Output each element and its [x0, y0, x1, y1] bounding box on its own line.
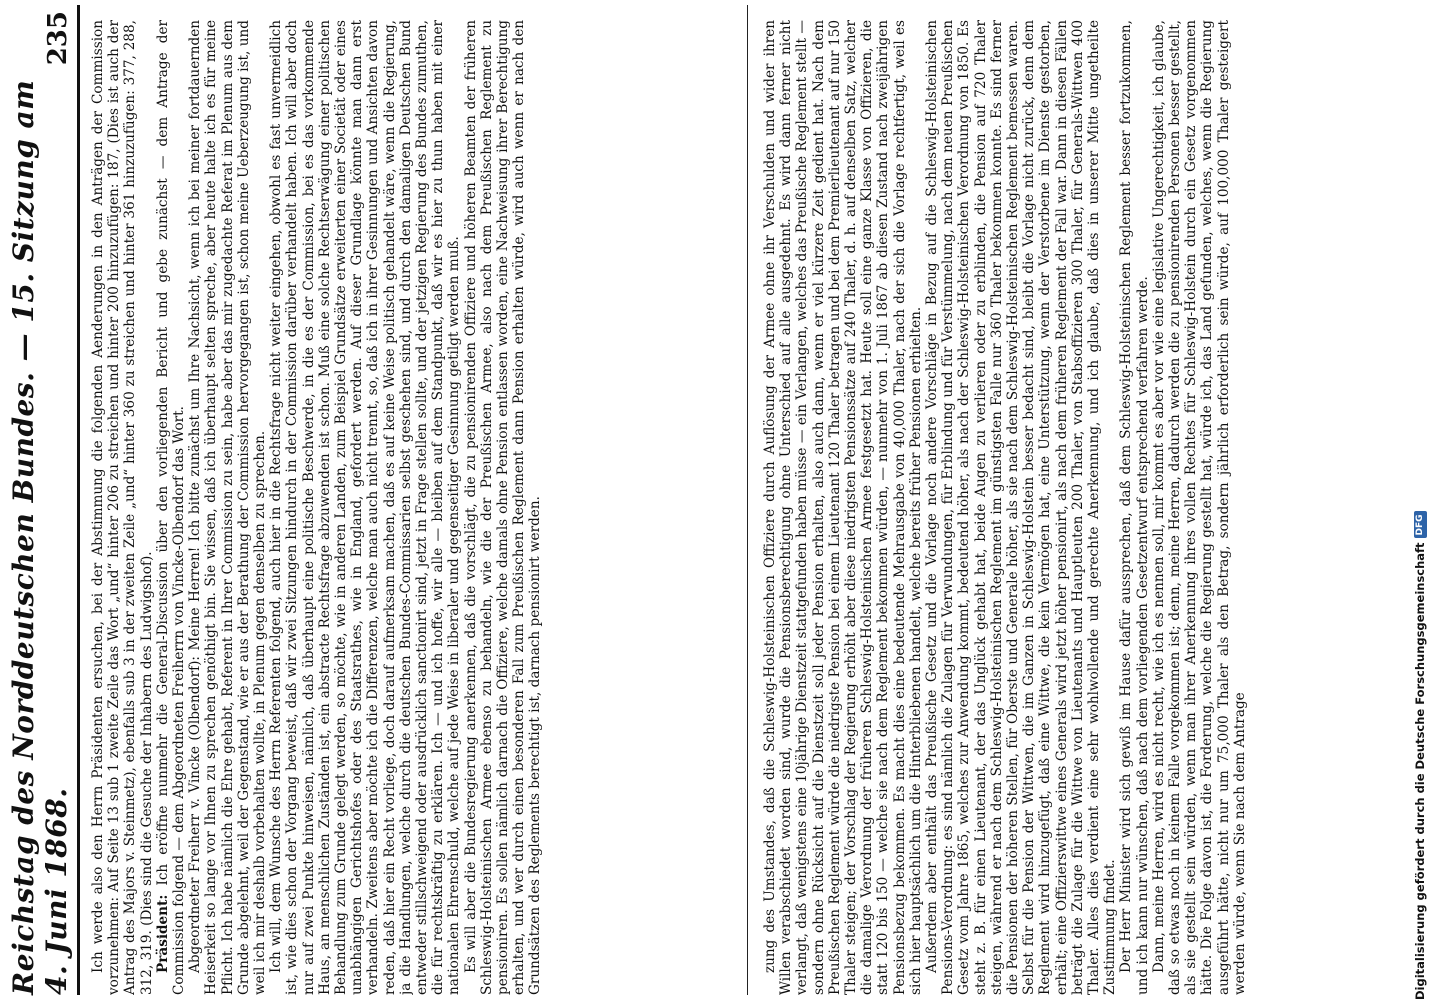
digitization-credit [1412, 40, 1428, 1000]
paragraph [463, 20, 544, 995]
paragraph-text: Außerdem aber enthält das Preußische Gesetz und die Vorlage noch andere Vorschläge in Bezug auf die Schleswig-Holsteinischen Pensions-Verordnung: es sind nämlich die Zulagen für Verwundungen, für Erblindung und für Verstümmelung, nach dem neuen Preußischen Gesetz vom Jahre 1865, welches zur Anwendung kommt, bedeutend höher, als nach der Schleswig-Holsteinischen Verordnung von 1850. Es steht z. B. für einen Lieutenant, der das Unglück gehabt hat, beide Augen zu verlieren oder zu erblinden, die Pension auf 720 Thaler steigen, während er nach dem Schleswig-Holsteinischen Reglement im günstigsten Falle nur 360 Thaler bekommen konnte. Es sind ferner die Pensionen der höheren Stellen, für Oberste und Generale höher, als sie nach dem Schleswig-Holsteinischen Reglement bemessen waren. Selbst für die Pension der Wittwen, die im Ganzen in Schleswig-Holstein besser bedacht sind, bleibt die Vorlage nicht zurück, denn dem Reglement wird hinzugefügt, daß eine Wittwe, die kein Vermögen hat, eine Unterstützung, wenn der Verstorbene im Dienste gestorben, erhält; eine Offizierswittwe eines Generals wird jetzt höher pensionirt, als nach dem früheren Reglement der Fall war. Dann in diesen Fällen beträgt die Zulage für die Wittwe von Lieutenants und Hauptleuten 200 Thaler, von Stabsoffizieren 300 Thaler, für Generals-Wittwen 400 Thaler. Alles dies verdient eine sehr wohlwollende und gerechte Anerkennung, und ich glaube, daß dies in unserer Mitte ungetheilte Zustimmung findet. [924, 20, 1119, 995]
paragraph-text: Ich werde also den Herrn Präsidenten ersuchen, bei der Abstimmung die folgenden Aenderungen in den Anträgen der Commission vorzunehmen: Auf Seite 13 sub 1 zweite Zeile das Wort „und“ hinter 206 zu streichen und hinter 200 hinzuzufügen: 187, (Dies ist auch der Antrag des Majors v. Steinmetz), ebenfalls sub 3 in der zweiten Zeile „und“ hinter 360 zu streichen und hinter 361 hinzuzufügen: 377, 288, 312, 319. (Dies sind die Gesuche der Inhabern des Ludwigshof). [90, 20, 155, 995]
paragraph [268, 20, 462, 995]
paragraph [155, 20, 187, 995]
paragraph [762, 20, 924, 995]
paragraph-text: Es will aber die Bundesregierung anerkennen, daß die vorschlägt, die zu pensionirenden Offiziere und höheren Beamten der früheren Schleswig-Holsteinischen Armee ebenso zu behandeln, wie die der Preußischen Armee, also nach dem Preußischen Reglement zu pensioniren. Es sollen nämlich darnach die Offiziere, welche damals ohne Pension entlassen worden, eine Nachweisung ihrer Berechtigung erhalten, und wer durch einen besonderen Fall zum Preußischen Reglement dann Pension erhalten würde, wird auch wenn er nach den Grundsätzen des Reglements berechtigt ist, darnach pensionirt werden. [462, 20, 544, 995]
page-header [7, 5, 80, 995]
right-column [762, 20, 1407, 995]
dfg-logo: DFG [1414, 511, 1427, 538]
page-number: 235 [43, 11, 73, 66]
left-column [90, 20, 735, 995]
paragraph-text: Ich will, dem Wunsche des Herrn Referenten folgend, auch hier in die Rechtsfrage nicht weiter eingehen, obwohl es fast unvermeidlich ist, wie dies schon der Vorgang beweist, daß wir zwei Sitzungen hindurch in der Commission darüber verhandelt haben. Ich will aber doch nur auf zwei Punkte hinweisen, nämlich, daß überhaupt eine politische Beschwerde, in die es der Commission, bei es das vorkommende Haus, an menschlichen Zuständen ist, ein abstracte Rechtsfrage abzuwenden ist schon. Muß eine solche Rechtserwägung einer politischen Behandlung zum Grunde gelegt werden, so möchte, wie in anderen Landen, zum Beispiel Grundsätze erweiterten einer Societät oder eines unabhängigen Gerichtshofes oder des Staatsrathes, wie in England, gefordert werden. Auf dieser Grundlage könnte man dann erst verhandeln. Zweitens aber möchte ich die Differenzen, welche man auch nicht trennt, so, daß ich in ihrer Gesinnungen und Ansichten davon reden, daß hier ein Recht vorliege, doch darauf aufmerksam machen, daß es auf keine Weise politisch gehandelt wäre, wenn die Regierung, ja die Handlungen, welche durch die deutschen Bundes-Commissarien selbst geschehen sind, und durch den damaligen Deutschen Bund entweder stillschweigend oder ausdrücklich sanctionirt sind, jetzt in Frage stellen sollte, und der jetzigen Regierung des Bundes zumuthen, die für rechtskräftig zu erklären. Ich — und ich hoffe, wir alle — bleiben auf dem Standpunkt, daß wir es hier zu thun haben mit einer nationalen Ehrenschuld, welche auf jede Weise in liberaler und gegenseitiger Gesinnung getilgt werden muß. [268, 20, 463, 995]
paragraph-text: Abgeordneter Freiherr v. Vincke (Olbendorf): Meine Herren! Ich bitte zunächst um Ihre Nachsicht, wenn ich bei meiner fortdauernden Heiserkeit so lange vor Ihnen zu sprechen genöthigt bin. Sie wissen, daß ich überhaupt selten spreche, aber heute halte ich es für meine Pflicht. Ich habe nämlich die Ehre gehabt, Referent in Ihrer Commission zu sein, habe aber das mir zugedachte Referat im Plenum aus dem Grunde abgelehnt, weil der Gegenstand, wie er aus der Berathung der Commission hervorgegangen ist, schon meine Ueberzeugung ist, und weil ich mir deshalb vorbehalten wollte, in Plenum gegen denselben zu sprechen. [187, 20, 269, 995]
page-title: Reichstag des Norddeutschen Bundes. — 15. Sitzung am 4. Juni 1868. [7, 79, 73, 995]
paragraph-text: zung des Umstandes, daß die Schleswig-Holsteinischen Offiziere durch Auflösung der Armee ohne ihr Verschulden und wider ihren Willen verabschiedet worden sind, wurde die Pensionsberechtigung ohne Unterschied auf alle ausgedehnt. Es wird dann ferner nicht verlangt, daß wenigstens eine 10jährige Dienstzeit stattgefunden haben müsse — ein Verlangen, welches das Preußische Reglement stellt — sondern ohne Rücksicht auf die Dienstzeit soll jeder Pension erhalten, also auch dann, wenn er viel kürzere Zeit gedient hat. Nach dem Preußischen Reglement würde die niedrigste Pension bei einem Lieutenant 120 Thaler betragen und bei dem Premierlieutenant auf nur 150 Thaler steigen; der Vorschlag der Regierung erhöht aber diese niedrigsten Pensionssätze auf 240 Thaler, d. h. auf denselben Satz, welcher die damalige Verordnung der früheren Schleswig-Holsteinischen Armee festgesetzt hat. Heute soll eine ganze Klasse von Offizieren, die statt 120 bis 150 — welche sie nach dem Reglement bekommen würden, — nunmehr von 1. Juli 1867 ab diesen Zustand nach zweijährigen Pensionsbezug bekommen. Es macht dies eine bedeutende Mehrausgabe von 40,000 Thaler, nach der sich die Vorlage rechtfertigt, weil es sich hier hauptsächlich um die Hinterbliebenen handelt, welche bereits früher Pensionen erhielten. [762, 20, 924, 995]
paragraph [1118, 20, 1150, 995]
paragraph-text: Dann, meine Herren, wird es nicht recht, wie ich es nennen soll, mir kommt es aber vor wie eine legislative Ungerechtigkeit, ich glaube, daß so etwas noch in keinem Falle vorgekommen ist; denn, meine Herren, dadurch werden die zu pensionirenden Personen besser gestellt, als sie gestellt sein würden, wenn man ihrer Anerkennung ihres vollen Rechtes für Schleswig-Holstein durch ein Gesetz vorgenommen hätte. Die Folge davon ist, die Forderung, welche die Regierung gestellt hat, würde ich, das Land gefunden, welches, wenn die Regierung ausgeführt hätte, nicht nur um 75,000 Thaler als den Betrag, sondern jährlich erforderlich sein würde, auf 100,000 Thaler gesteigert werden würde, wenn Sie nach dem Antrage [1150, 20, 1248, 995]
paragraph [187, 20, 268, 995]
paragraph [924, 20, 1118, 995]
paragraph-text: Der Herr Minister wird sich gewiß im Hause dafür aussprechen, daß dem Schleswig-Holsteinischen Reglement besser fortzukommen, und ich kann nur wünschen, daß nach dem vorliegenden Gesetzentwurf entsprechend verfahren werde. [1118, 20, 1151, 995]
rotated-page-content [7, 5, 1412, 995]
text-columns [90, 5, 1412, 995]
column-divider [747, 5, 748, 995]
speaker-name: Präsident: [154, 894, 171, 973]
paragraph [1151, 20, 1248, 995]
credit-text: Digitalisierung gefördert durch die Deutsche Forschungsgemeinschaft [1413, 542, 1427, 1000]
paragraph [90, 20, 155, 995]
paragraph-text: Ich eröffne nunmehr die General-Discussion über den vorliegenden Bericht und gebe zunächst — dem Antrage der Commission folgend — dem Abgeordneten Freiherrn von Vincke-Olbendorf das Wort. [154, 20, 188, 995]
